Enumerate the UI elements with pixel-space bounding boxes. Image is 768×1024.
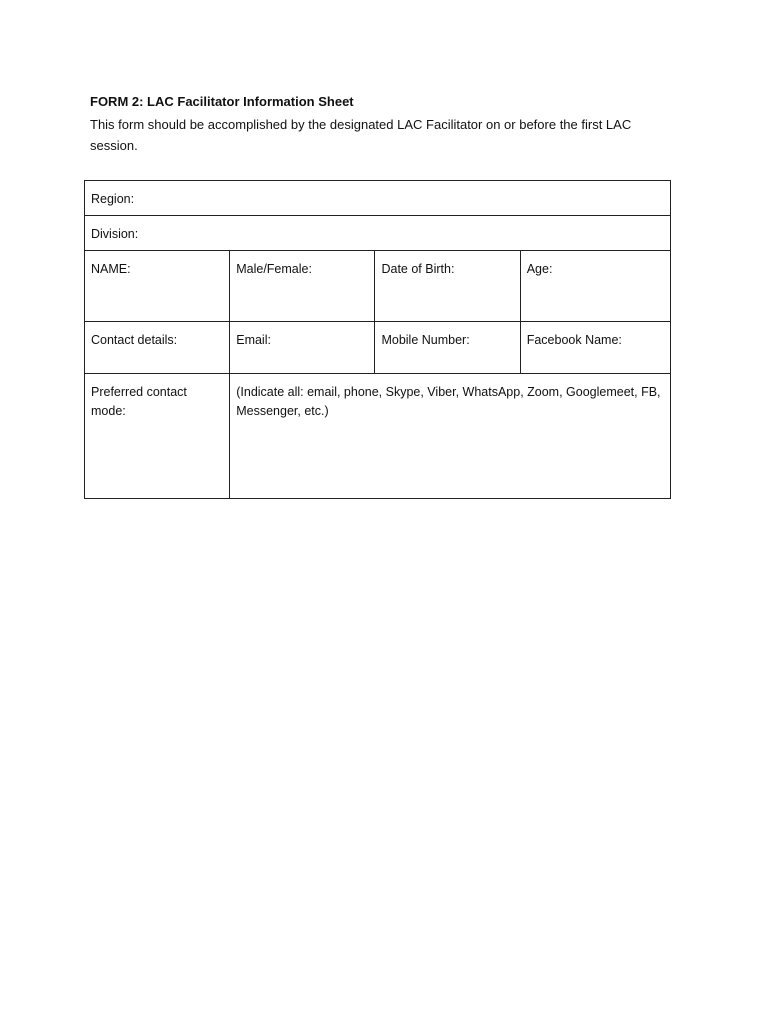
name-label: NAME: xyxy=(91,262,131,276)
contact-details-label: Contact details: xyxy=(91,333,178,347)
mobile-label: Mobile Number: xyxy=(381,333,470,347)
sex-cell[interactable] xyxy=(230,251,375,322)
region-cell[interactable] xyxy=(85,181,671,216)
age-cell[interactable] xyxy=(520,251,670,322)
email-label: Email: xyxy=(236,333,271,347)
facebook-cell[interactable] xyxy=(520,322,670,374)
sex-label: Male/Female: xyxy=(236,262,312,276)
name-row xyxy=(85,251,671,322)
contact-mode-instruction: (Indicate all: email, phone, Skype, Viber, WhatsApp, Zoom, Googlemeet, FB, Messenger, etc.) xyxy=(236,385,661,418)
dob-cell[interactable] xyxy=(375,251,520,322)
email-cell[interactable] xyxy=(230,322,375,374)
contact-mode-cell[interactable] xyxy=(230,374,671,499)
region-label: Region: xyxy=(91,192,135,206)
contact-row xyxy=(85,322,671,374)
dob-label: Date of Birth: xyxy=(381,262,455,276)
form-title: FORM 2: LAC Facilitator Information Sheet xyxy=(90,94,354,109)
contact-mode-row xyxy=(85,374,671,499)
contact-details-cell xyxy=(85,322,230,374)
age-label: Age: xyxy=(526,262,553,276)
division-row xyxy=(85,216,671,251)
name-cell[interactable] xyxy=(85,251,230,322)
mobile-cell[interactable] xyxy=(375,322,520,374)
division-cell[interactable] xyxy=(85,216,671,251)
contact-mode-label-cell xyxy=(85,374,230,499)
facilitator-info-table xyxy=(84,180,671,499)
region-row xyxy=(85,181,671,216)
form-header xyxy=(90,92,680,156)
contact-mode-label: Preferred contact mode: xyxy=(91,385,187,418)
form-instruction: This form should be accomplished by the designated LAC Facilitator on or before the first LAC session. xyxy=(90,117,632,153)
facebook-label: Facebook Name: xyxy=(526,333,622,347)
division-label: Division: xyxy=(91,227,139,241)
